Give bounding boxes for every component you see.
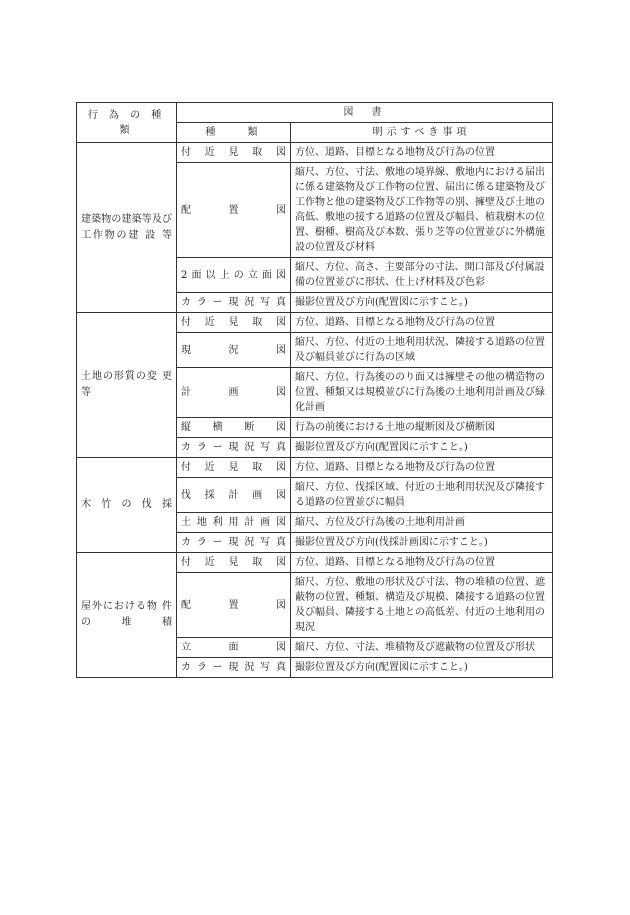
table-row [77,553,553,573]
type-cell: カラー現況写真 [177,658,291,678]
type-cell: カラー現況写真 [177,438,291,458]
type-cell: 付 近 見 取 図 [177,553,291,573]
action-cell: 木竹の伐採 [77,458,177,553]
desc-cell: 行為の前後における土地の縦断図及び横断図 [291,418,553,438]
type-cell: 付 近 見 取 図 [177,143,291,163]
header-type: 種 類 [177,123,291,143]
type-cell: 配 置 図 [177,573,291,638]
desc-cell: 方位、道路、目標となる地物及び行為の位置 [291,313,553,333]
table-row [77,313,553,333]
desc-cell: 縮尺、方位、行為後ののり面又は擁壁その他の構造物の位置、種類又は規模並びに行為後の土地利用計画及び緑化計画 [291,368,553,418]
type-cell: 付 近 見 取 図 [177,458,291,478]
type-cell: カラー現況写真 [177,293,291,313]
desc-cell: 方位、道路、目標となる地物及び行為の位置 [291,143,553,163]
desc-cell: 縮尺、方位、敷地の形状及び寸法、物の堆積の位置、遮蔽物の位置、種類、構造及び規模、隣接する道路の位置及び幅員、隣接する土地との高低差、付近の土地利用の現況 [291,573,553,638]
desc-cell: 縮尺、方位、伐採区域、付近の土地利用状況及び隣接する道路の位置並びに幅員 [291,478,553,513]
action-cell: 土地の形質の変 更 等 [77,313,177,458]
drawings-table [76,102,553,678]
desc-cell: 撮影位置及び方向(配置図に示すこと。) [291,438,553,458]
desc-cell: 縮尺、方位及び行為後の土地利用計画 [291,513,553,533]
type-cell: カラー現況写真 [177,533,291,553]
header-action-type: 行 為 の 種 類 [77,103,177,143]
action-cell: 建築物の建築等及び工作物の建 設 等 [77,143,177,313]
type-cell: 立 面 図 [177,638,291,658]
desc-cell: 方位、道路、目標となる地物及び行為の位置 [291,458,553,478]
desc-cell: 縮尺、方位、寸法、敷地の境界線、敷地内における届出に係る建築物及び工作物の位置、届出に係る建築物及び工作物と他の建築物及び工作物等の別、擁壁及び土地の高低、敷地の接する道路の位置及び幅員、植栽樹木の位置、樹種、樹高及び本数、張り芝等の位置並びに外構施設の位置及び材料 [291,163,553,258]
desc-cell: 撮影位置及び方向(配置図に示すこと。) [291,293,553,313]
header-drawings: 図 書 [177,103,553,123]
type-cell: 土地利用計画図 [177,513,291,533]
table-row [77,458,553,478]
type-cell: 付 近 見 取 図 [177,313,291,333]
type-cell: 計 画 図 [177,368,291,418]
desc-cell: 撮影位置及び方向(伐採計画図に示すこと。) [291,533,553,553]
header-particulars: 明示すべき事項 [291,123,553,143]
type-cell: 縦 横 断 図 [177,418,291,438]
action-cell: 屋外における物 件 の 堆 積 [77,553,177,678]
desc-cell: 縮尺、方位、付近の土地利用状況、隣接する道路の位置及び幅員並びに行為の区域 [291,333,553,368]
header-row-1 [77,103,553,123]
desc-cell: 撮影位置及び方向(配置図に示すこと。) [291,658,553,678]
desc-cell: 縮尺、方位、寸法、堆積物及び遮蔽物の位置及び形状 [291,638,553,658]
type-cell: 伐 採 計 画 図 [177,478,291,513]
desc-cell: 縮尺、方位、高さ、主要部分の寸法、開口部及び付属設備の位置並びに形状、仕上げ材料及び色彩 [291,258,553,293]
type-cell: 2面以上の立面図 [177,258,291,293]
desc-cell: 方位、道路、目標となる地物及び行為の位置 [291,553,553,573]
type-cell: 配 置 図 [177,163,291,258]
table-row [77,143,553,163]
type-cell: 現 況 図 [177,333,291,368]
